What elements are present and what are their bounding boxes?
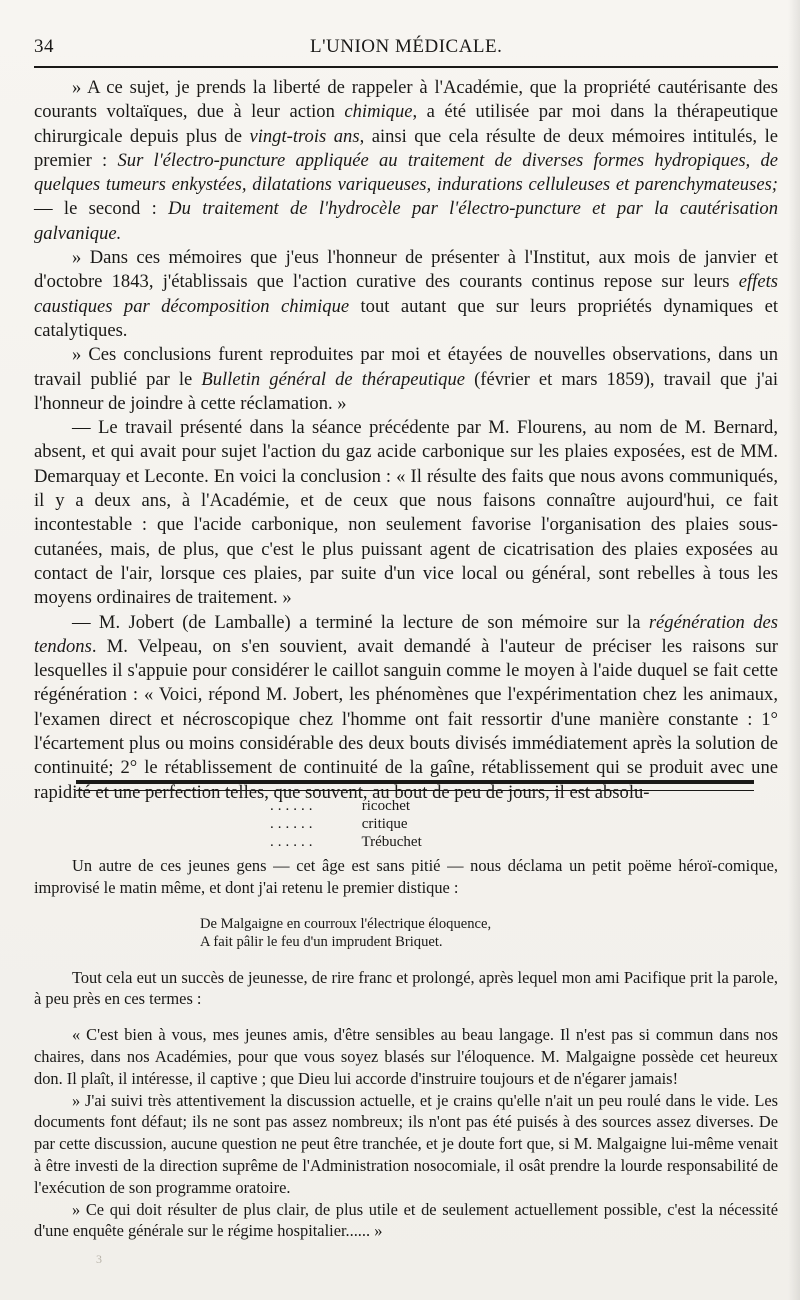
feuilleton-paragraph: » Ce qui doit résulter de plus clair, de plus utile et de seulement actuellement possible, c'est la nécessité d'une enquête générale sur le régime hospitalier...... » [34, 1199, 778, 1241]
rhyme-entry: ...... critique [270, 816, 408, 832]
feuilleton-paragraph: » J'ai suivi très attentivement la discussion actuelle, et je crains qu'elle n'ait un peu roulé dans le vide. Les documents font défaut; ils ne sont pas assez nombreux; ils n'ont pas été puisés à des sources assez diverses. De par cette discussion, aucune question ne peut être tranchée, et je doute fort que, si M. Malgaigne lui-même venait à être investi de la direction suprême de l'Administration nosocomiale, il osât prendre la lourde responsabilité de l'exécution de son programme oratoire. [34, 1090, 778, 1197]
footer-mark: 3 [96, 1252, 102, 1266]
article-paragraph: — M. Jobert (de Lamballe) a terminé la lecture de son mémoire sur la régénération des tendons. M. Velpeau, on s'en souvient, avait demandé à l'auteur de préciser les raisons sur lesquelles il s'appuie pour considérer le caillot sanguin comme le moyen à l'aide duquel se fait cette régénération : « Voici, répond M. Jobert, les phénomènes que l'expérimentation chez les animaux, l'examen direct et nécroscopique chez l'homme ont fait ressortir d'une manière constante : 1° l'écartement plus ou moins considérable des deux bouts divisés immédiatement après la solution de continuité; 2° le rétablissement de continuité de la gaîne, rétablissement qui se produit avec une rapidité et une perfection telles, que souvent, au bout de peu de jours, il est absolu- [34, 611, 778, 803]
rhyme-entry: ...... ricochet [270, 798, 411, 814]
article-paragraph: » Ces conclusions furent reproduites par moi et étayées de nouvelles observations, dans un travail publié par le Bulletin général de thérapeutique (février et mars 1859), travail que j'ai l'honneur de joindre à cette réclamation. » [34, 344, 778, 414]
article-column [34, 76, 778, 805]
page-header [34, 36, 778, 64]
feuilleton-paragraph: Un autre de ces jeunes gens — cet âge est sans pitié — nous déclama un petit poëme héroï-comique, improvisé le matin même, et dont j'ai retenu le premier distique : [34, 856, 778, 897]
header-rule [34, 66, 778, 68]
article-paragraph: » Dans ces mémoires que j'eus l'honneur de présenter à l'Institut, aux mois de janvier et d'octobre 1843, j'établissais que l'action curative des courants continus repose sur leurs effets caustiques par décomposition chimique tout autant que sur leurs propriétés dynamiques et catalytiques. [34, 247, 778, 341]
feuilleton-divider [76, 780, 754, 791]
feuilleton-paragraph: Tout cela eut un succès de jeunesse, de rire franc et prolongé, après lequel mon ami Pacifique prit la parole, à peu près en ces termes : [34, 967, 778, 1009]
verse-couplet [200, 915, 778, 951]
running-title: L'UNION MÉDICALE. [310, 36, 503, 57]
rhyme-entry: ...... Trébuchet [270, 834, 422, 850]
page-number: 34 [34, 36, 54, 57]
verse-line: A fait pâlir le feu d'un imprudent Briquet. [200, 933, 443, 950]
rhyme-list [270, 797, 422, 851]
article-paragraph: — Le travail présenté dans la séance précédente par M. Flourens, au nom de M. Bernard, absent, et qui avait pour sujet l'action du gaz acide carbonique sur les plaies exposées, est de MM. Demarquay et Leconte. En voici la conclusion : « Il résulte des faits que nous avons communiqués, il y a deux ans, à l'Académie, et de ceux que nous faisons connaître aujourd'hui, ce fait incontestable : que l'acide carbonique, non seulement favorise l'organisation des plaies sous-cutanées, mais, de plus, que c'est le plus puissant agent de cicatrisation des plaies exposées au contact de l'air, lorsque ces plaies, par suite d'un vice local ou général, sont rebelles à tous les moyens ordinaires de traitement. » [34, 417, 778, 609]
binding-shadow [788, 0, 800, 1300]
verse-line: De Malgaigne en courroux l'électrique éloquence, [200, 915, 492, 932]
feuilleton-paragraph: « C'est bien à vous, mes jeunes amis, d'être sensibles au beau langage. Il n'est pas si commun dans nos chaires, dans nos Académies, pour que vous soyez blasés sur l'éloquence. M. Malgaigne possède cet heureux don. Il plaît, il intéresse, il captive ; que Dieu lui accorde d'instruire toujours et de n'égarer jamais! [34, 1025, 778, 1088]
article-paragraph: » A ce sujet, je prends la liberté de rappeler à l'Académie, que la propriété cautérisante des courants voltaïques, due à leur action chimique, a été utilisée par moi dans la thérapeutique chirurgicale depuis plus de vingt-trois ans, ainsi que cela résulte de deux mémoires intitulés, le premier : Sur l'électro-puncture appliquée au traitement de diverses formes hydropiques, de quelques tumeurs enkystées, dilatations variqueuses, indurations celluleuses et parenchymateuses; — le second : Du traitement de l'hydrocèle par l'électro-puncture et par la cautérisation galvanique. [34, 77, 779, 244]
feuilleton-column [34, 855, 778, 1242]
